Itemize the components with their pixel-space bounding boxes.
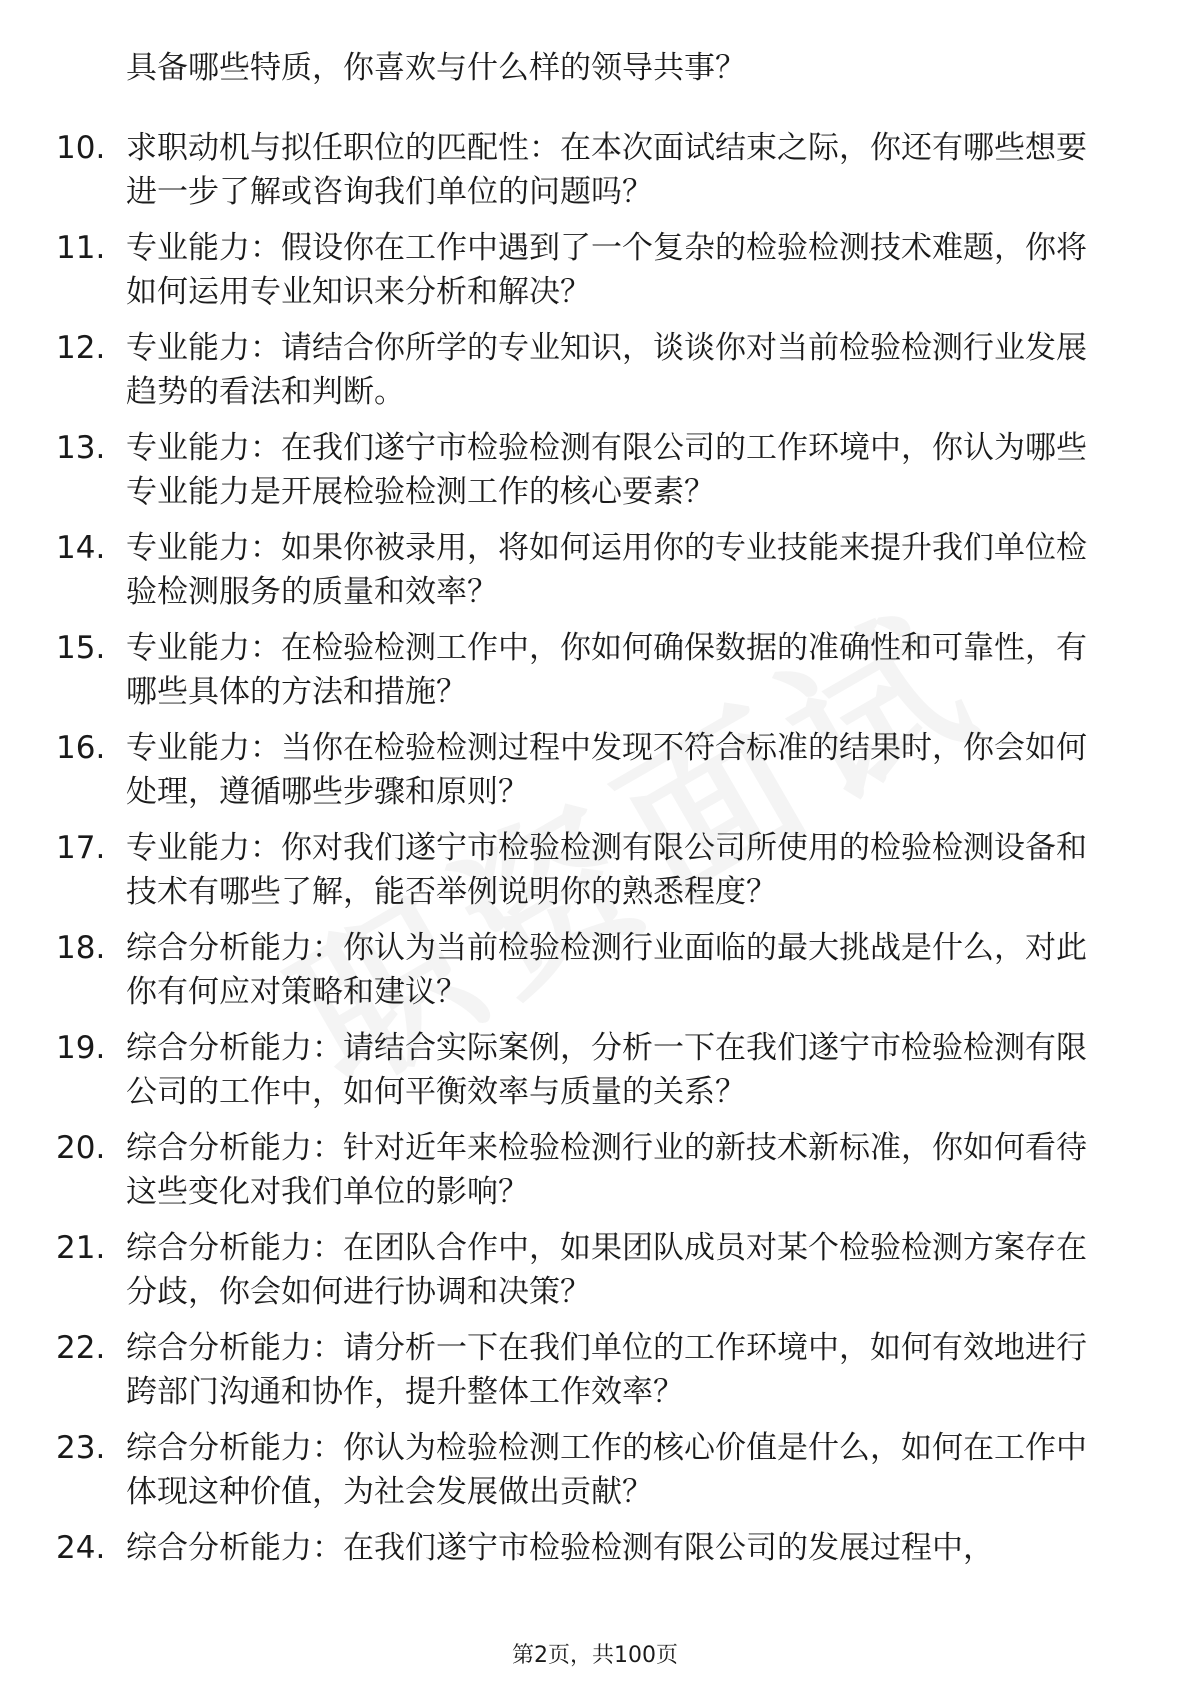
question-number: 23. xyxy=(56,1430,106,1466)
question-text: 专业能力：你对我们遂宁市检验检测有限公司所使用的检验检测设备和技术有哪些了解，能否举例说明你的熟悉程度？ xyxy=(126,830,1087,910)
question-number: 13. xyxy=(56,430,106,466)
question-text: 专业能力：如果你被录用，将如何运用你的专业技能来提升我们单位检验检测服务的质量和效率？ xyxy=(126,530,1087,610)
question-number: 11. xyxy=(56,230,106,266)
question-text: 专业能力：假设你在工作中遇到了一个复杂的检验检测技术难题，你将如何运用专业知识来分析和解决？ xyxy=(126,230,1087,310)
question-text: 综合分析能力：你认为当前检验检测行业面临的最大挑战是什么，对此你有何应对策略和建议？ xyxy=(126,930,1087,1010)
question-item xyxy=(0,926,1190,1026)
question-list xyxy=(0,126,1190,1626)
question-text: 专业能力：在我们遂宁市检验检测有限公司的工作环境中，你认为哪些专业能力是开展检验检测工作的核心要素？ xyxy=(126,430,1087,510)
question-text: 综合分析能力：请结合实际案例，分析一下在我们遂宁市检验检测有限公司的工作中，如何平衡效率与质量的关系？ xyxy=(126,1030,1087,1110)
question-number: 22. xyxy=(56,1330,106,1366)
question-item xyxy=(0,626,1190,726)
question-number: 24. xyxy=(56,1530,106,1566)
question-number: 20. xyxy=(56,1130,106,1166)
question-number: 16. xyxy=(56,730,106,766)
question-item xyxy=(0,1226,1190,1326)
question-item xyxy=(0,1126,1190,1226)
question-number: 14. xyxy=(56,530,106,566)
continuation-text: 具备哪些特质，你喜欢与什么样的领导共事？ xyxy=(126,50,746,86)
question-text: 专业能力：在检验检测工作中，你如何确保数据的准确性和可靠性，有哪些具体的方法和措施？ xyxy=(126,630,1087,710)
question-number: 21. xyxy=(56,1230,106,1266)
question-item xyxy=(0,1426,1190,1526)
question-text: 综合分析能力：请分析一下在我们单位的工作环境中，如何有效地进行跨部门沟通和协作，提升整体工作效率？ xyxy=(126,1330,1087,1410)
question-number: 15. xyxy=(56,630,106,666)
question-item xyxy=(0,1526,1190,1626)
question-item xyxy=(0,426,1190,526)
question-item xyxy=(0,826,1190,926)
question-item xyxy=(0,526,1190,626)
question-text: 专业能力：请结合你所学的专业知识，谈谈你对当前检验检测行业发展趋势的看法和判断。 xyxy=(126,330,1087,410)
question-number: 17. xyxy=(56,830,106,866)
question-item xyxy=(0,326,1190,426)
question-text: 综合分析能力：针对近年来检验检测行业的新技术新标准，你如何看待这些变化对我们单位的影响？ xyxy=(126,1130,1087,1210)
question-text: 综合分析能力：在团队合作中，如果团队成员对某个检验检测方案存在分歧，你会如何进行协调和决策？ xyxy=(126,1230,1087,1310)
page-number-label: 第2页，共100页 xyxy=(512,1643,678,1668)
page-footer xyxy=(0,1642,1190,1670)
question-text: 综合分析能力：在我们遂宁市检验检测有限公司的发展过程中， xyxy=(126,1530,994,1566)
question-number: 19. xyxy=(56,1030,106,1066)
question-item xyxy=(0,1026,1190,1126)
question-item xyxy=(0,126,1190,226)
question-item xyxy=(0,226,1190,326)
question-text: 求职动机与拟任职位的匹配性：在本次面试结束之际，你还有哪些想要进一步了解或咨询我们单位的问题吗？ xyxy=(126,130,1087,210)
question-number: 12. xyxy=(56,330,106,366)
question-item xyxy=(0,1326,1190,1426)
question-number: 10. xyxy=(56,130,106,166)
question-text: 综合分析能力：你认为检验检测工作的核心价值是什么，如何在工作中体现这种价值，为社会发展做出贡献？ xyxy=(126,1430,1087,1510)
question-text: 专业能力：当你在检验检测过程中发现不符合标准的结果时，你会如何处理，遵循哪些步骤和原则？ xyxy=(126,730,1087,810)
question-number: 18. xyxy=(56,930,106,966)
question-item xyxy=(0,726,1190,826)
